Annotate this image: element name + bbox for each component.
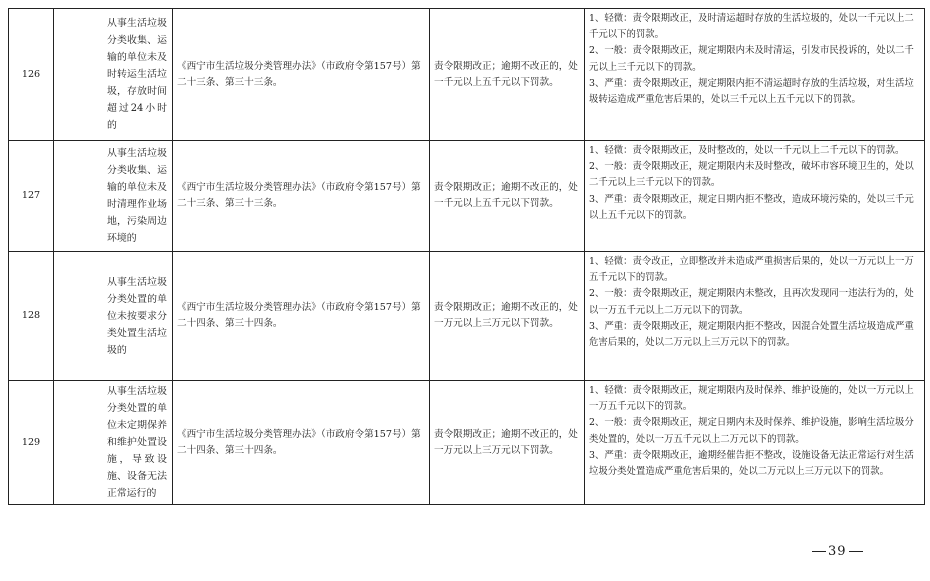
penalty-provision: 责令限期改正；逾期不改正的，处一千元以上五千元以下罚款。	[430, 141, 585, 252]
violation-description: 从事生活垃圾分类处置的单位未按要求分类处置生活垃圾的	[54, 252, 173, 381]
page-number: 39	[828, 544, 847, 559]
grade-severe: 3、严重：责令限期改正，规定期限内拒不整改，因混合处置生活垃圾造成严重危害后果的，处以二万元以上三万元以下的罚款。	[589, 320, 914, 349]
penalty-grades	[585, 9, 925, 141]
row-number: 126	[9, 9, 54, 141]
table-row	[9, 9, 925, 141]
legal-basis: 《西宁市生活垃圾分类管理办法》（市政府令第157号）第二十三条、第三十三条。	[173, 141, 430, 252]
penalty-provision: 责令限期改正；逾期不改正的，处一万元以上三万元以下罚款。	[430, 381, 585, 505]
penalty-provision: 责令限期改正；逾期不改正的，处一万元以上三万元以下罚款。	[430, 252, 585, 381]
grade-minor: 1、轻微：责令限期改正，及时整改的，处以一千元以上二千元以下的罚款。	[589, 145, 905, 156]
table-row	[9, 252, 925, 381]
grade-severe: 3、严重：责令限期改正，规定日期内拒不整改，造成环境污染的，处以三千元以上五千元以下的罚款。	[589, 193, 914, 221]
violation-description: 从事生活垃圾分类收集、运输的单位未及时清理作业场地，污染周边环境的	[54, 141, 173, 252]
row-number: 127	[9, 141, 54, 252]
footer-dash-right	[849, 551, 863, 552]
grade-severe: 3、严重：责令限期改正，逾期经催告拒不整改，设施设备无法正常运行对生活垃圾分类处置造成严重危害后果的，处以二万元以上三万元以下的罚款。	[589, 449, 914, 478]
grade-general: 2、一般：责令限期改正，规定期限内未整改，且再次发现同一违法行为的，处以一万五千元以上二万元以下的罚款。	[589, 288, 914, 316]
footer-dash-left	[812, 551, 826, 552]
page-number-footer	[812, 544, 863, 559]
table-row	[9, 141, 925, 252]
legal-basis: 《西宁市生活垃圾分类管理办法》（市政府令第157号）第二十三条、第三十三条。	[173, 9, 430, 141]
penalty-table	[8, 8, 925, 505]
table-row	[9, 381, 925, 505]
grade-general: 2、一般：责令限期改正，规定期限内未及时整改，破坏市容环境卫生的，处以二千元以上三千元以下的罚款。	[589, 161, 914, 189]
legal-basis: 《西宁市生活垃圾分类管理办法》（市政府令第157号）第二十四条、第三十四条。	[173, 252, 430, 381]
violation-description: 从事生活垃圾分类处置的单位未定期保养和维护处置设施，导致设施、设备无法正常运行的	[54, 381, 173, 505]
penalty-grades	[585, 141, 925, 252]
grade-minor: 1、轻微：责令改正，立即整改并未造成严重损害后果的，处以一万元以上一万五千元以下的罚款。	[589, 256, 914, 284]
penalty-grades	[585, 381, 925, 505]
penalty-provision: 责令限期改正；逾期不改正的，处一千元以上五千元以下罚款。	[430, 9, 585, 141]
grade-general: 2、一般：责令限期改正，规定期限内未及时清运，引发市民投诉的，处以二千元以上三千元以下的罚款。	[589, 45, 914, 73]
grade-severe: 3、严重：责令限期改正，规定期限内拒不清运超时存放的生活垃圾，对生活垃圾转运造成严重危害后果的，处以三千元以上五千元以下的罚款。	[589, 77, 914, 106]
grade-general: 2、一般：责令限期改正，规定日期内未及时保养、维护设施，影响生活垃圾分类处置的，处以一万五千元以上二万元以下的罚款。	[589, 417, 914, 445]
row-number: 129	[9, 381, 54, 505]
grade-minor: 1、轻微：责令限期改正，及时清运超时存放的生活垃圾的，处以一千元以上二千元以下的罚款。	[589, 13, 914, 41]
row-number: 128	[9, 252, 54, 381]
violation-description: 从事生活垃圾分类收集、运输的单位未及时转运生活垃圾，存放时间超过24小时的	[54, 9, 173, 141]
grade-minor: 1、轻微：责令限期改正，规定期限内及时保养、维护设施的，处以一万元以上一万五千元以下的罚款。	[589, 385, 914, 413]
legal-basis: 《西宁市生活垃圾分类管理办法》（市政府令第157号）第二十四条、第三十四条。	[173, 381, 430, 505]
penalty-grades	[585, 252, 925, 381]
